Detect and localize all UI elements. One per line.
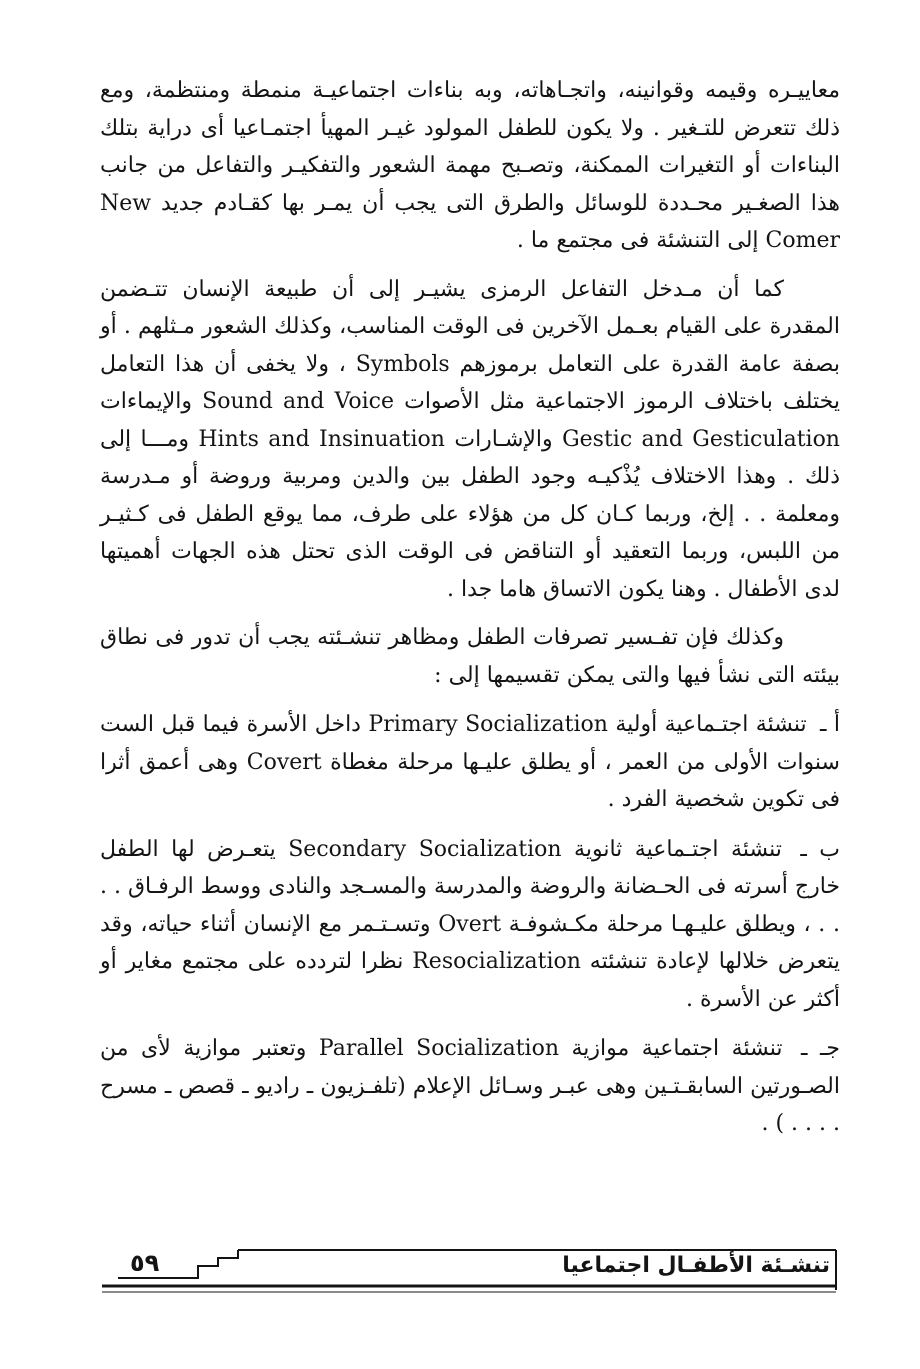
paragraph-1: معاييـره وقيمه وقوانينه، واتجـاهاته، وبه بناءات اجتماعيـة منمطة ومنتظمة، ومع ذلك تتعرض للتـغير . ولا يكون للطفل المولود غيـر المهيأ اجتمـاعيا أى دراية بتلك البناءات أو التغيرات الممكنة، وتصـبح مهمة الشعور والتفكيـر والتفاعل من جانب هذا الصغـير محـددة للوسائل والطرق التى يجب أن يمـر بها كقـادم جديد New Comer إلى التنشئة فى مجتمع ما . <box>100 78 840 253</box>
list-marker: جـ ـ <box>801 1036 841 1061</box>
list-item-text: تنشئة اجتـماعية ثانوية Secondary Socialization يتعـرض لها الطفل خارج أسرته فى الحـضانة والروضة والمدرسة والمسـجد والنادى ووسط الرفـاق . . . . ، ويطلق عليـهـا مرحلة مكـشوفـة Overt وتسـتـمر مع الإنسان أثناء حياته، وقد يتعرض خلالها لإعادة تنشئته Resocialization نظرا لتردده على مجتمع مغاير أو أكثر عن الأسرة . <box>100 836 840 1012</box>
list-item-b <box>100 831 840 1019</box>
running-title: تنشـئة الأطفـال اجتماعيا <box>562 1253 830 1278</box>
list-marker: ب ـ <box>800 836 841 862</box>
page-number: ٥٩ <box>130 1249 160 1277</box>
list-item-text: تنشئة اجتماعية موازية Parallel Socialization وتعتبر موازية لأى من الصـورتين السابقـتـين وهى عبـر وسـائل الإعلام (تلفـزيون ـ راديو ـ قصص ـ مسرح . . . . ) . <box>100 1036 840 1136</box>
paragraph-2: كما أن مـدخل التفاعل الرمزى يشيـر إلى أن طبيعة الإنسان تتـضمن المقدرة على القيام بعـمل الآخرين فى الوقت المناسب، وكذلك الشعور مـثلهم . أو بصفة عامة القدرة على التعامل برموزهم Symbols ، ولا يخفى أن هذا التعامل يختلف باختلاف الرموز الاجتماعية مثل الأصوات Sound and Voice والإيماءات Gestic and Gesticulation والإشـارات Hints and Insinuation ومـــا إلى ذلك . وهذا الاختلاف يُذْكيـه وجود الطفل بين والدين ومربية وروضة أو مـدرسة ومعلمة . . إلخ، وربما كـان كل من هؤلاء على طرف، مما يوقع الطفل فى كـثيـر من اللبس، وربما التعقيد أو التناقض فى الوقت الذى تحتل هذه الجهات أهميتها لدى الأطفال . وهنا يكون الاتساق هاما جدا . <box>100 276 840 602</box>
list-item-a <box>100 706 840 819</box>
paragraph-3: وكذلك فإن تفـسير تصرفات الطفل ومظاهر تنشـئته يجب أن تدور فى نطاق بيئته التى نشأ فيها والتى يمكن تقسيمها إلى : <box>100 625 840 688</box>
list-marker: أ ـ <box>820 712 840 737</box>
list-item-c <box>100 1030 840 1143</box>
list-item-text: تنشئة اجتـماعية أولية Primary Socialization داخل الأسرة فيما قبل الست سنوات الأولى من العمر ، أو يطلق عليـها مرحلة مغطاة Covert وهى أعمق أثرا فى تكوين شخصية الفرد . <box>100 712 840 812</box>
page-body <box>100 72 840 1143</box>
